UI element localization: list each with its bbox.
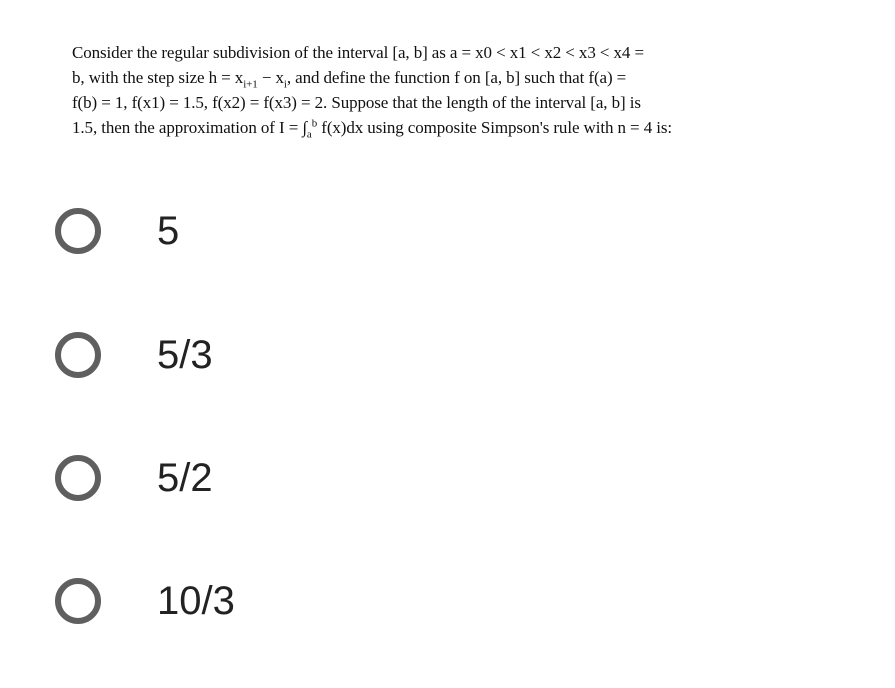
- radio-button-icon[interactable]: [55, 578, 101, 624]
- question-text: [72, 40, 857, 140]
- radio-button-icon[interactable]: [55, 208, 101, 254]
- question-line-2: b, with the step size $h = x_{i+1} - x_i$, and define the function f on [a, b] such that f(a) =: [72, 68, 627, 91]
- option-label: 5: [157, 208, 180, 253]
- option-label: 10/3: [157, 578, 235, 623]
- option-4[interactable]: [55, 569, 455, 633]
- option-1[interactable]: [55, 199, 455, 263]
- question-line-1: Consider the regular subdivision of the interval [a, b] as a = x0 < x1 < x2 < x3 < x4 =: [72, 43, 644, 62]
- option-2[interactable]: [55, 323, 455, 387]
- radio-button-icon[interactable]: [55, 455, 101, 501]
- question-line-4: 1.5, then the approximation of $I = \int_a^b$ f(x)dx using composite Simpson's rule with n = 4 is:: [72, 117, 673, 141]
- option-label: 5/2: [157, 455, 213, 500]
- question-line-3: f(b) = 1, f(x1) = 1.5, f(x2) = f(x3) = 2. Suppose that the length of the interval [a, b] is: [72, 93, 641, 112]
- option-3[interactable]: [55, 446, 455, 510]
- option-label: 5/3: [157, 332, 213, 377]
- radio-button-icon[interactable]: [55, 332, 101, 378]
